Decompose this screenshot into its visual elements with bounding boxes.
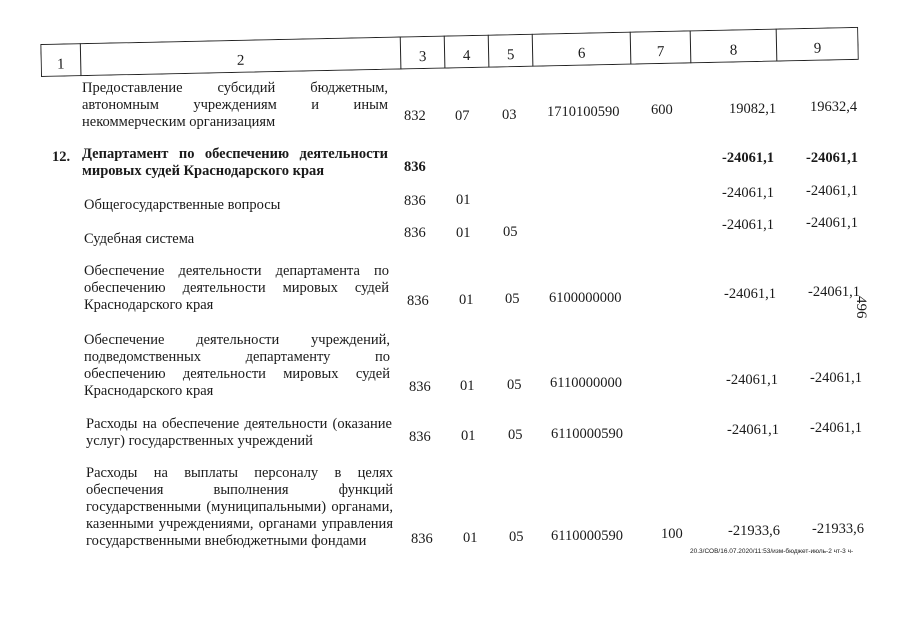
header-col-2: 2 <box>236 52 245 69</box>
row-col-3: 832 <box>404 108 426 124</box>
row-col-6: 1710100590 <box>547 104 620 120</box>
row-name: Обеспечение деятельности учреждений, подведомственных департаменту по обеспечению деятельности мировых судей Краснодарского края <box>84 332 390 399</box>
header-col-3: 3 <box>418 48 427 66</box>
header-col-8: 8 <box>729 42 738 59</box>
header-col-7: 7 <box>656 43 665 61</box>
row-col-4: 01 <box>463 530 478 546</box>
row-col-4: 07 <box>455 108 470 124</box>
row-col-9: -24061,1 <box>810 420 862 436</box>
row-col-8: -21933,6 <box>728 523 780 539</box>
row-col-3: 836 <box>407 293 429 309</box>
row-col-3: 836 <box>411 531 433 547</box>
row-col-9: -24061,1 <box>806 150 858 166</box>
row-col-5: 05 <box>508 427 523 443</box>
row-col-3: 836 <box>404 225 426 241</box>
footer-code: 20.3/СОВ/16.07.2020/11:53/изм-бюджет-июль-2 чт-3 ч- <box>690 548 854 555</box>
row-col-5: 05 <box>509 529 524 545</box>
header-col-5: 5 <box>506 47 515 64</box>
row-col-4: 01 <box>460 378 475 394</box>
header-col-4: 4 <box>462 48 471 65</box>
page-number: 496 <box>853 296 869 319</box>
row-col-4: 01 <box>456 192 471 208</box>
row-col-5: 05 <box>507 377 522 393</box>
row-col-8: 19082,1 <box>729 101 777 117</box>
table-header <box>40 27 859 77</box>
row-col-8: -24061,1 <box>722 185 774 201</box>
row-col-6: 6110000000 <box>550 375 622 391</box>
row-col-3: 836 <box>404 159 426 175</box>
row-col-7: 600 <box>651 102 673 118</box>
row-name: Предоставление субсидий бюджетным, автономным учреждениям и иным некоммерческим организациям <box>82 80 388 130</box>
row-col-9: -24061,1 <box>808 284 860 300</box>
row-col-5: 05 <box>505 291 520 307</box>
row-col-9: -21933,6 <box>812 521 864 537</box>
row-col-3: 836 <box>409 379 431 395</box>
row-col-4: 01 <box>456 225 471 241</box>
row-col-4: 01 <box>459 292 474 308</box>
row-col-5: 03 <box>502 107 517 123</box>
row-number: 12. <box>52 149 71 165</box>
row-name: Обеспечение деятельности департамента по обеспечению деятельности мировых судей Краснодарского края <box>84 263 389 313</box>
row-name: Расходы на обеспечение деятельности (оказание услуг) государственных учреждений <box>86 416 392 449</box>
row-col-9: -24061,1 <box>810 370 862 386</box>
row-col-6: 6110000590 <box>551 426 623 442</box>
row-col-4: 01 <box>461 428 476 444</box>
row-col-7: 100 <box>661 526 683 542</box>
row-col-3: 836 <box>404 193 426 209</box>
row-col-3: 836 <box>409 429 431 445</box>
row-col-9: -24061,1 <box>806 183 858 199</box>
row-name: Общегосударственные вопросы <box>84 197 281 213</box>
header-col-9: 9 <box>813 40 822 57</box>
row-name: Расходы на выплаты персоналу в целях обеспечения выполнения функций государственными (муниципальными) органами, казенными учреждениями, органами управления государственными внебюджетными фондами <box>86 465 393 549</box>
row-col-9: -24061,1 <box>806 215 858 231</box>
row-name: Департамент по обеспечению деятельности мировых судей Краснодарского края <box>82 146 388 179</box>
row-col-5: 05 <box>503 224 518 240</box>
row-col-8: -24061,1 <box>722 217 774 233</box>
row-col-8: -24061,1 <box>724 286 776 302</box>
header-col-1: 1 <box>56 56 65 73</box>
row-col-8: -24061,1 <box>726 372 778 388</box>
header-col-6: 6 <box>577 45 586 62</box>
row-col-6: 6110000590 <box>551 528 623 544</box>
row-col-9: 19632,4 <box>810 99 858 115</box>
row-col-8: -24061,1 <box>727 422 779 438</box>
row-col-6: 6100000000 <box>549 290 622 306</box>
row-col-8: -24061,1 <box>722 150 774 166</box>
row-name: Судебная система <box>84 231 195 247</box>
